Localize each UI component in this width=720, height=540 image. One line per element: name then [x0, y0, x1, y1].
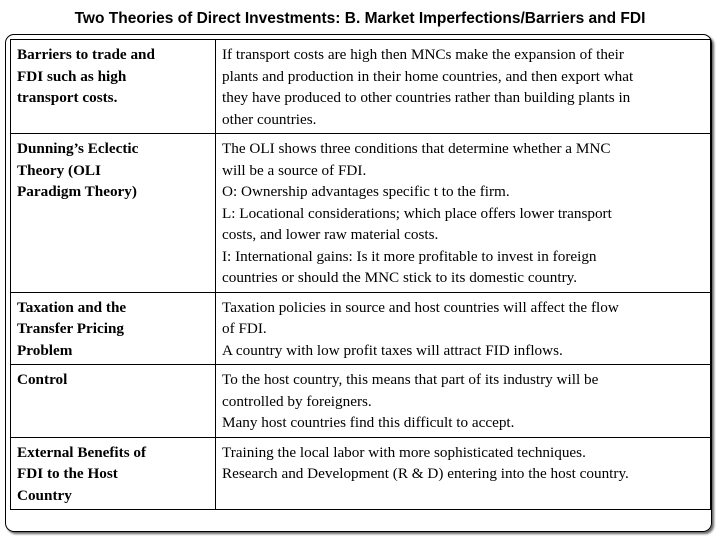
table-row — [11, 40, 711, 134]
term-line: Paradigm Theory) — [17, 183, 137, 200]
description-line: countries or should the MNC stick to its domestic country. — [222, 269, 578, 286]
description-line: A country with low profit taxes will attract FID inflows. — [222, 341, 563, 359]
description-line: If transport costs are high then MNCs make the expansion of their — [222, 46, 624, 63]
term-line: Transfer Pricing — [17, 320, 124, 337]
table-row — [11, 292, 711, 365]
theories-table — [10, 39, 711, 510]
term-cell — [11, 134, 216, 293]
description-line: Taxation policies in source and host countries will affect the flow — [222, 298, 619, 316]
term-cell — [11, 365, 216, 438]
description-line: L: Locational considerations; which place offers lower transport — [222, 204, 612, 222]
description-cell — [216, 292, 711, 365]
term-cell — [11, 437, 216, 510]
term-line: Barriers to trade and — [17, 46, 155, 63]
description-line: they have produced to other countries rather than building plants in — [222, 89, 631, 106]
slide-title: Two Theories of Direct Investments: B. Market Imperfections/Barriers and FDI — [74, 10, 646, 27]
description-line: plants and production in their home countries, and then export what — [222, 67, 634, 85]
term-cell — [11, 292, 216, 365]
term-line: Dunning’s Eclectic — [17, 140, 139, 157]
description-line: Training the local labor with more sophisticated techniques. — [222, 443, 586, 461]
description-line: O: Ownership advantages specific t to the firm. — [222, 183, 510, 200]
description-line: I: International gains: Is it more profitable to invest in foreign — [222, 247, 597, 265]
description-cell — [216, 134, 711, 293]
term-line: FDI such as high — [17, 67, 127, 85]
table-row — [11, 437, 711, 510]
description-cell — [216, 437, 711, 510]
term-line: Theory (OLI — [17, 161, 101, 179]
description-line: of FDI. — [222, 320, 267, 337]
description-line: To the host country, this means that part of its industry will be — [222, 371, 599, 388]
description-line: Many host countries find this difficult to accept. — [222, 414, 515, 431]
table-row — [11, 365, 711, 438]
description-line: controlled by foreigners. — [222, 392, 372, 410]
term-line: transport costs. — [17, 89, 118, 106]
description-line: will be a source of FDI. — [222, 161, 367, 179]
term-line: External Benefits of — [17, 443, 147, 461]
term-line: Control — [17, 371, 68, 388]
description-line: Research and Development (R & D) entering into the host country. — [222, 465, 629, 482]
description-line: The OLI shows three conditions that determine whether a MNC — [222, 140, 611, 157]
term-line: Country — [17, 486, 72, 504]
term-line: FDI to the Host — [17, 465, 118, 482]
description-cell — [216, 40, 711, 134]
description-cell — [216, 365, 711, 438]
description-line: other countries. — [222, 110, 317, 128]
table-row — [11, 134, 711, 293]
term-cell — [11, 40, 216, 134]
term-line: Problem — [17, 341, 73, 359]
description-line: costs, and lower raw material costs. — [222, 226, 439, 243]
term-line: Taxation and the — [17, 298, 127, 316]
